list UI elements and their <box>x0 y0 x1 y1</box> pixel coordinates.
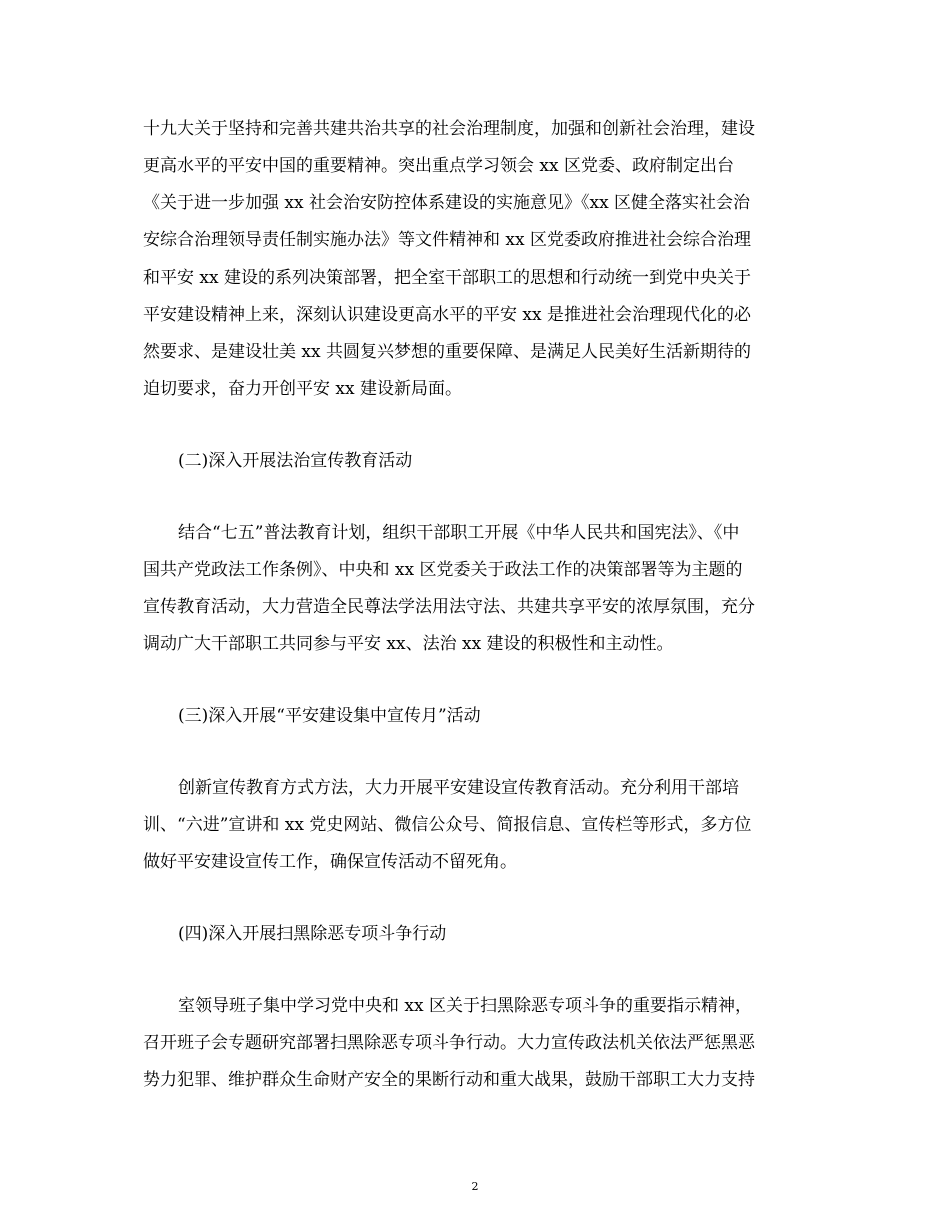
body-text-line: 《关于进一步加强 xx 社会治安防控体系建设的实施意见》《xx 区健全落实社会治 <box>143 193 751 213</box>
body-text-line: 训、“六进”宣讲和 xx 党史网站、微信公众号、简报信息、宣传栏等形式，多方位 <box>143 815 752 835</box>
body-text-line: 然要求、是建设壮美 xx 共圆复兴梦想的重要保障、是满足人民美好生活新期待的 <box>143 342 751 362</box>
section-heading: (三)深入开展“平安建设集中宣传月”活动 <box>178 706 481 726</box>
body-text-line: 安综合治理领导责任制实施办法》等文件精神和 xx 区党委政府推进社会综合治理 <box>143 230 751 250</box>
body-text-line: 宣传教育活动，大力营造全民尊法学法用法守法、共建共享平安的浓厚氛围，充分 <box>143 597 755 617</box>
body-text-line: 国共产党政法工作条例》、中央和 xx 区党委关于政法工作的决策部署等为主题的 <box>143 560 743 580</box>
body-text-line: 和平安 xx 建设的系列决策部署，把全室干部职工的思想和行动统一到党中央关于 <box>143 268 751 288</box>
body-text-line: 调动广大干部职工共同参与平安 xx、法治 xx 建设的积极性和主动性。 <box>143 634 674 654</box>
body-text-line: 平安建设精神上来，深刻认识建设更高水平的平安 xx 是推进社会治理现代化的必 <box>143 305 751 325</box>
body-text-line: 室领导班子集中学习党中央和 xx 区关于扫黑除恶专项斗争的重要指示精神， <box>178 996 752 1016</box>
body-text-line: 迫切要求，奋力开创平安 xx 建设新局面。 <box>143 379 462 399</box>
body-text-line: 创新宣传教育方式方法，大力开展平安建设宣传教育活动。充分利用干部培 <box>178 778 739 798</box>
body-text-line: 十九大关于坚持和完善共建共治共享的社会治理制度，加强和创新社会治理，建设 <box>143 119 755 139</box>
body-text-line: 更高水平的平安中国的重要精神。突出重点学习领会 xx 区党委、政府制定出台 <box>143 156 734 176</box>
body-text-line: 召开班子会专题研究部署扫黑除恶专项斗争行动。大力宣传政法机关依法严惩黑恶 <box>143 1033 755 1053</box>
body-text-line: 势力犯罪、维护群众生命财产安全的果断行动和重大战果，鼓励干部职工大力支持 <box>143 1070 755 1090</box>
section-heading: (四)深入开展扫黑除恶专项斗争行动 <box>178 924 447 944</box>
body-text-line: 做好平安建设宣传工作，确保宣传活动不留死角。 <box>143 852 517 872</box>
page-number: 2 <box>471 1180 479 1193</box>
section-heading: (二)深入开展法治宣传教育活动 <box>178 451 413 471</box>
body-text-line: 结合“七五”普法教育计划，组织干部职工开展《中华人民共和国宪法》、《中 <box>178 523 740 543</box>
